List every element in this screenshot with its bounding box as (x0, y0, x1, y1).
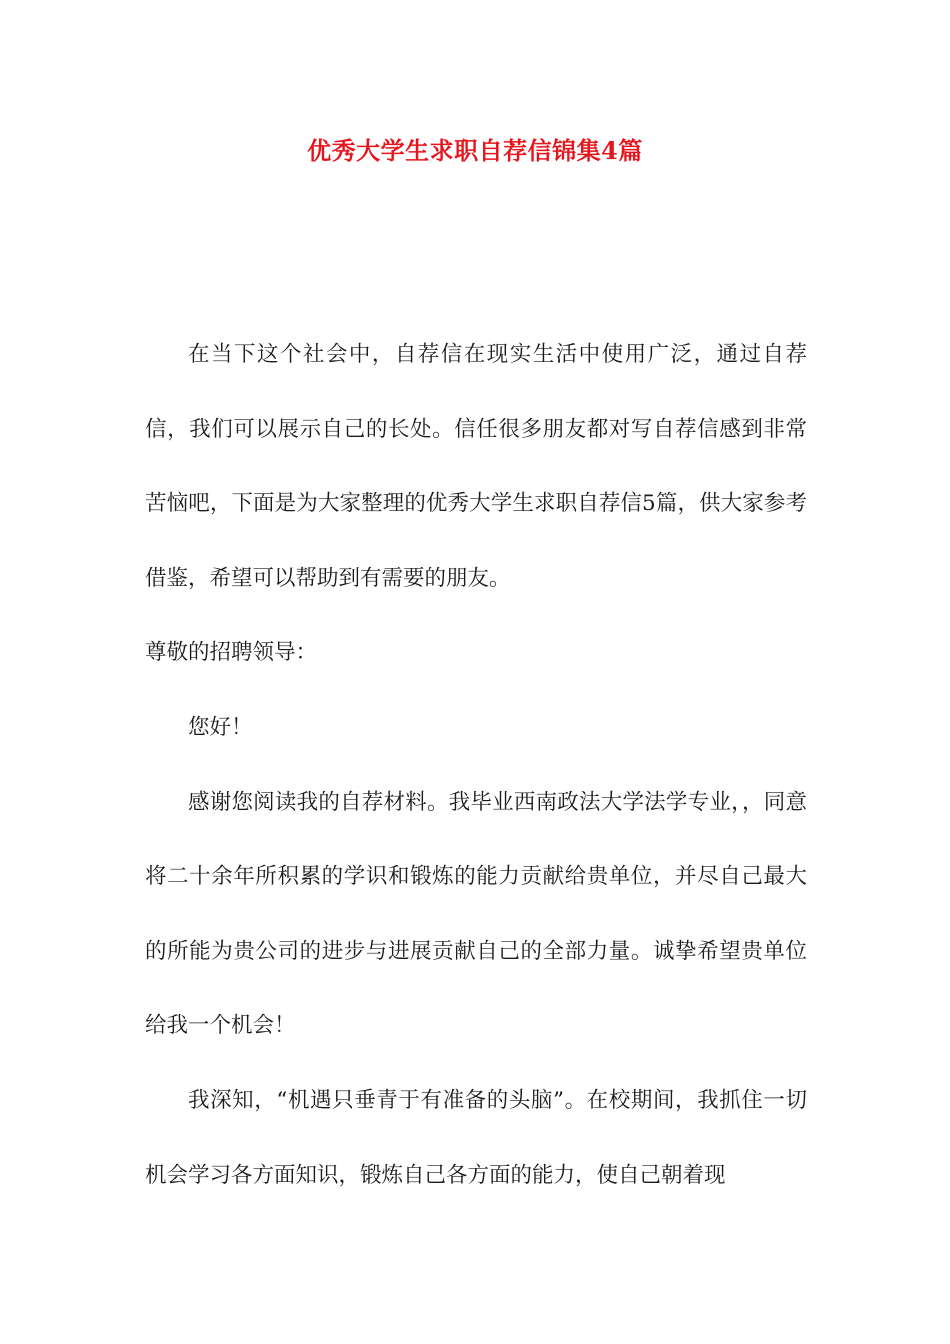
document-body (145, 318, 807, 1213)
greeting: 您好！ (188, 714, 253, 740)
salutation: 尊敬的招聘领导： (145, 640, 318, 666)
intro-paragraph: 在当下这个社会中，自荐信在现实生活中使用广泛，通过自荐信，我们可以展示自己的长处。信任很多朋友都对写自荐信感到非常苦恼吧，下面是为大家整理的优秀大学生求职自荐信5篇，供大家参考借鉴，希望可以帮助到有需要的朋友。 (145, 342, 807, 591)
body-paragraph-2: 我深知，“机遇只垂青于有准备的头脑”。在校期间，我抓住一切机会学习各方面知识，锻炼自己各方面的能力，使自己朝着现 (145, 1087, 807, 1188)
body-paragraph-1: 感谢您阅读我的自荐材料。我毕业西南政法大学法学专业，，同意将二十余年所积累的学识和锻炼的能力贡献给贵单位，并尽自己最大的所能为贵公司的进步与进展贡献自己的全部力量。诚挚希望贵单位给我一个机会！ (145, 789, 807, 1039)
document-title: 优秀大学生求职自荐信锦集4篇 (307, 136, 643, 165)
